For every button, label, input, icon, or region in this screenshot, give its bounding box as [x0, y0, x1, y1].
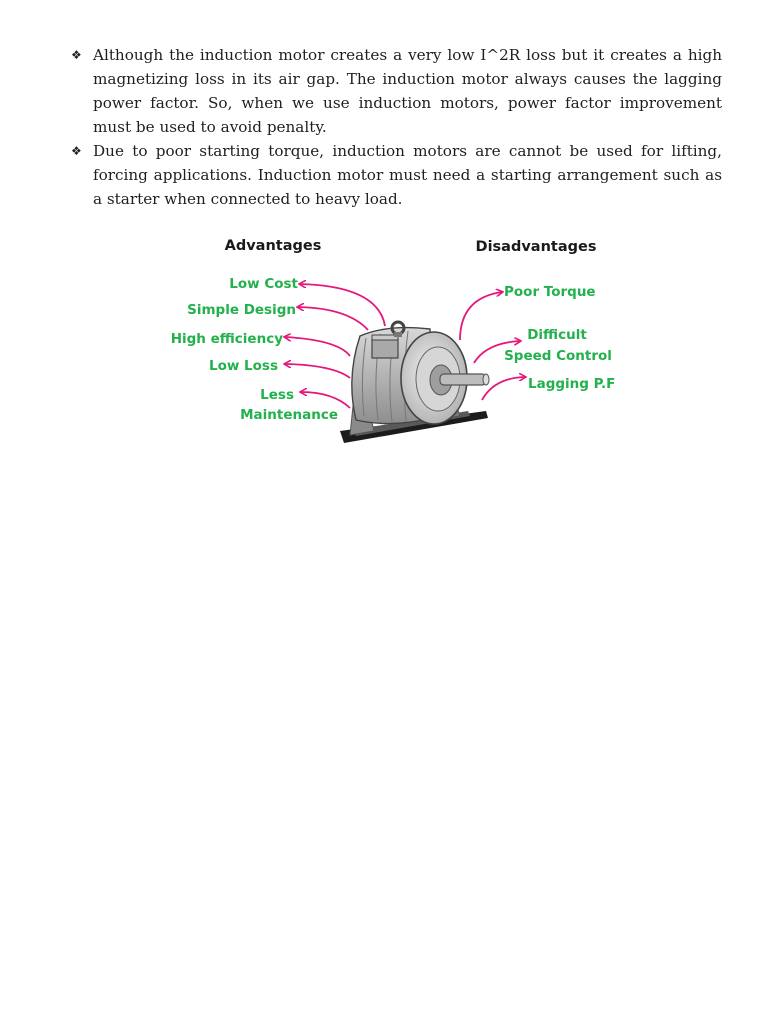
disadvantages-heading: Disadvantages	[475, 239, 597, 255]
arrow-low-cost	[300, 284, 385, 326]
bullet-list	[70, 43, 722, 211]
four-diamond-bullet-icon: ❖	[71, 144, 82, 158]
disadvantage-lagging-pf: Lagging P.F	[528, 376, 616, 392]
disadvantage-speed-control: Speed Control	[504, 348, 612, 364]
arrow-low-loss	[285, 364, 350, 378]
advantage-low-cost: Low Cost	[229, 276, 298, 292]
disadvantage-poor-torque: Poor Torque	[504, 284, 596, 300]
bullet-text: Due to poor starting torque, induction motors are cannot be used for lifting, forcing applications. Induction motor must need a starting arrangement such as a starter when connected to heavy load.	[93, 142, 722, 208]
bullet-item-starting-torque	[70, 139, 722, 211]
advantages-heading: Advantages	[224, 238, 322, 254]
arrow-poor-torque	[460, 292, 502, 340]
advantages-disadvantages-figure	[168, 228, 618, 450]
bullet-text: Although the induction motor creates a very low I^2R loss but it creates a high magnetizing loss in its air gap. The induction motor always causes the lagging power factor. So, when we use induction motors, power factor improvement must be used to avoid penalty.	[93, 46, 722, 136]
bullet-item-air-gap-loss	[70, 43, 722, 139]
advantage-low-loss: Low Loss	[209, 358, 278, 374]
advantage-maintenance: Maintenance	[240, 407, 338, 423]
advantage-simple-design: Simple Design	[187, 302, 296, 318]
arrow-less-maintenance	[301, 392, 350, 408]
four-diamond-bullet-icon: ❖	[71, 48, 82, 62]
advantage-high-efficiency: High efficiency	[170, 331, 283, 347]
arrow-simple-design	[298, 307, 368, 330]
disadvantage-difficult: Difficult	[527, 327, 587, 343]
induction-motor-icon	[340, 322, 489, 443]
advantage-less: Less	[260, 387, 294, 403]
arrow-high-efficiency	[285, 337, 350, 356]
figure-svg	[168, 228, 618, 450]
